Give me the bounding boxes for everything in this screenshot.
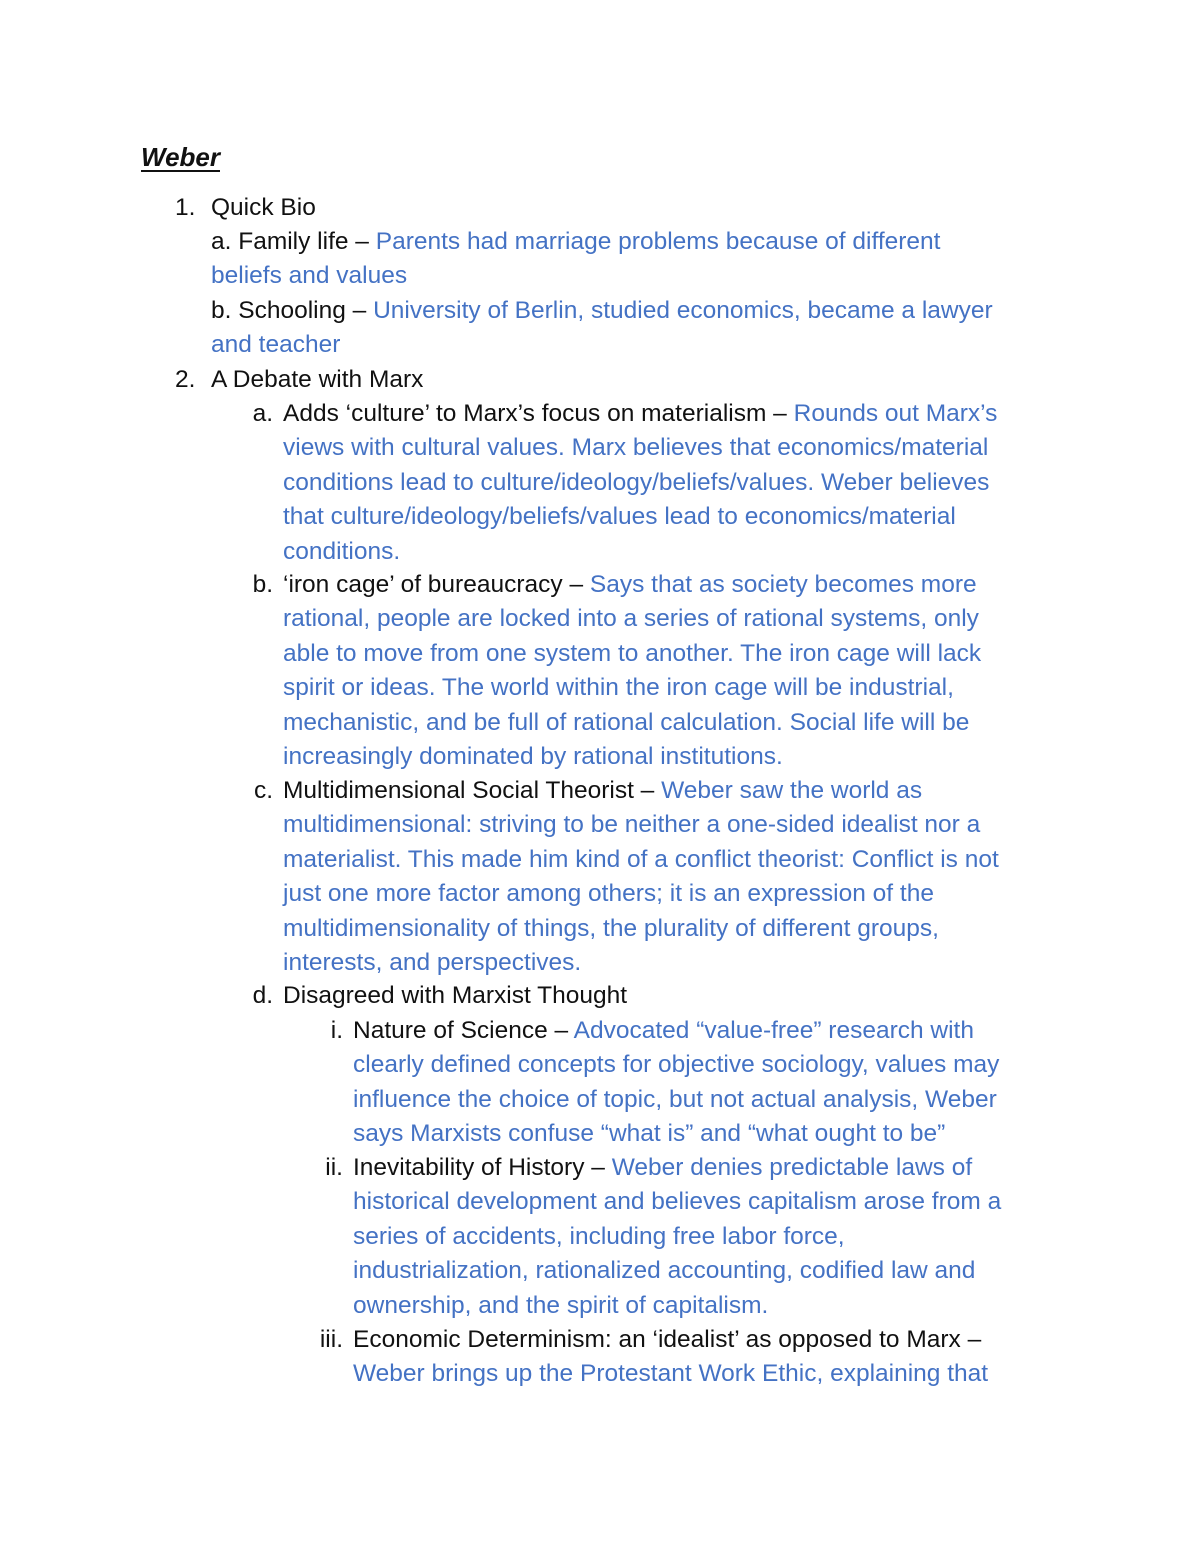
item-note: Weber denies predictable laws of — [611, 1154, 973, 1181]
item-label: Nature of Science – — [353, 1017, 574, 1044]
list-marker: i. — [330, 1017, 343, 1044]
sub-item-culture — [252, 397, 998, 569]
sub-item-family-life — [211, 225, 940, 294]
item-line — [353, 1151, 1001, 1185]
item-note: conditions. — [283, 537, 401, 565]
document-title: Weber — [141, 142, 220, 172]
list-marker: iii. — [319, 1326, 343, 1353]
sub-sub-item-nature-of-science — [330, 1014, 1000, 1152]
item-note: Weber brings up the Protestant Work Ethic, explaining that — [353, 1360, 989, 1388]
sub-item-iron-cage — [252, 568, 982, 774]
item-note: mechanistic, and be full of rational calculation. Social life will be — [283, 708, 970, 736]
list-marker: ii. — [325, 1154, 343, 1181]
sub-sub-item-inevitability — [325, 1151, 1002, 1323]
item-note: Says that as society becomes more — [589, 571, 977, 598]
sub-item-disagreed — [252, 979, 628, 1013]
item-label: Inevitability of History – — [353, 1154, 612, 1181]
item-note: ownership, and the spirit of capitalism. — [353, 1291, 769, 1319]
list-item-1 — [175, 191, 316, 225]
item-note: historical development and believes capitalism arose from a — [353, 1188, 1002, 1216]
item-note: multidimensional: striving to be neither a one-sided idealist nor a — [283, 811, 981, 839]
item-line — [211, 294, 993, 328]
list-marker: c. — [253, 777, 273, 804]
item-line — [283, 397, 997, 431]
item-note: Weber saw the world as — [661, 777, 923, 804]
item-line — [353, 1323, 988, 1357]
item-note: Parents had marriage problems because of different — [375, 228, 941, 255]
list-item-2 — [175, 363, 424, 397]
item-note: materialist. This made him kind of a conflict theorist: Conflict is not — [283, 845, 999, 873]
item-note: Advocated “value-free” research with — [573, 1017, 974, 1044]
item-line — [211, 225, 940, 259]
item-line — [283, 774, 999, 808]
item-label: Adds ‘culture’ to Marx’s focus on materialism – — [283, 400, 794, 427]
item-label: Disagreed with Marxist Thought — [283, 982, 628, 1009]
item-note: influence the choice of topic, but not actual analysis, Weber — [353, 1085, 997, 1113]
item-note: beliefs and values — [211, 262, 408, 290]
item-label: ‘iron cage’ of bureaucracy – — [283, 571, 590, 598]
item-note: says Marxists confuse “what is” and “what ought to be” — [353, 1120, 946, 1148]
item-label: b. Schooling – — [211, 297, 374, 324]
list-item-label: A Debate with Marx — [211, 366, 424, 393]
item-label: a. Family life – — [211, 228, 376, 255]
list-number: 1. — [175, 194, 196, 221]
sub-item-schooling — [211, 294, 993, 363]
item-note: increasingly dominated by rational institutions. — [283, 743, 783, 771]
item-note: just one more factor among others; it is an expression of the — [283, 880, 934, 908]
list-marker: d. — [252, 982, 273, 1009]
item-note: series of accidents, including free labor force, — [353, 1222, 845, 1250]
list-item-label: Quick Bio — [211, 194, 316, 221]
item-note: able to move from one system to another. The iron cage will lack — [283, 639, 982, 667]
item-note: rational, people are locked into a series of rational systems, only — [283, 605, 979, 633]
sub-sub-item-economic-determinism — [319, 1323, 989, 1392]
list-marker: a. — [252, 400, 273, 427]
item-note: University of Berlin, studied economics, became a lawyer — [373, 297, 993, 324]
item-line — [283, 568, 981, 602]
item-note: conditions lead to culture/ideology/beliefs/values. Weber believes — [283, 468, 990, 496]
item-note: industrialization, rationalized accounting, codified law and — [353, 1257, 976, 1285]
item-note: multidimensionality of things, the plurality of different groups, — [283, 914, 939, 942]
item-line — [353, 1014, 999, 1048]
item-note: spirit or ideas. The world within the iron cage will be industrial, — [283, 674, 954, 702]
item-note: Rounds out Marx’s — [793, 400, 998, 427]
item-note: clearly defined concepts for objective sociology, values may — [353, 1051, 1000, 1079]
item-note: and teacher — [211, 331, 341, 359]
item-label: Economic Determinism: an ‘idealist’ as opposed to Marx – — [353, 1326, 982, 1353]
list-number: 2. — [175, 366, 196, 393]
sub-item-multidimensional — [253, 774, 999, 980]
item-note: that culture/ideology/beliefs/values lead to economics/material — [283, 503, 956, 531]
item-note: views with cultural values. Marx believes that economics/material — [283, 434, 989, 462]
item-label: Multidimensional Social Theorist – — [283, 777, 662, 804]
item-note: interests, and perspectives. — [283, 949, 582, 977]
list-marker: b. — [252, 571, 273, 598]
